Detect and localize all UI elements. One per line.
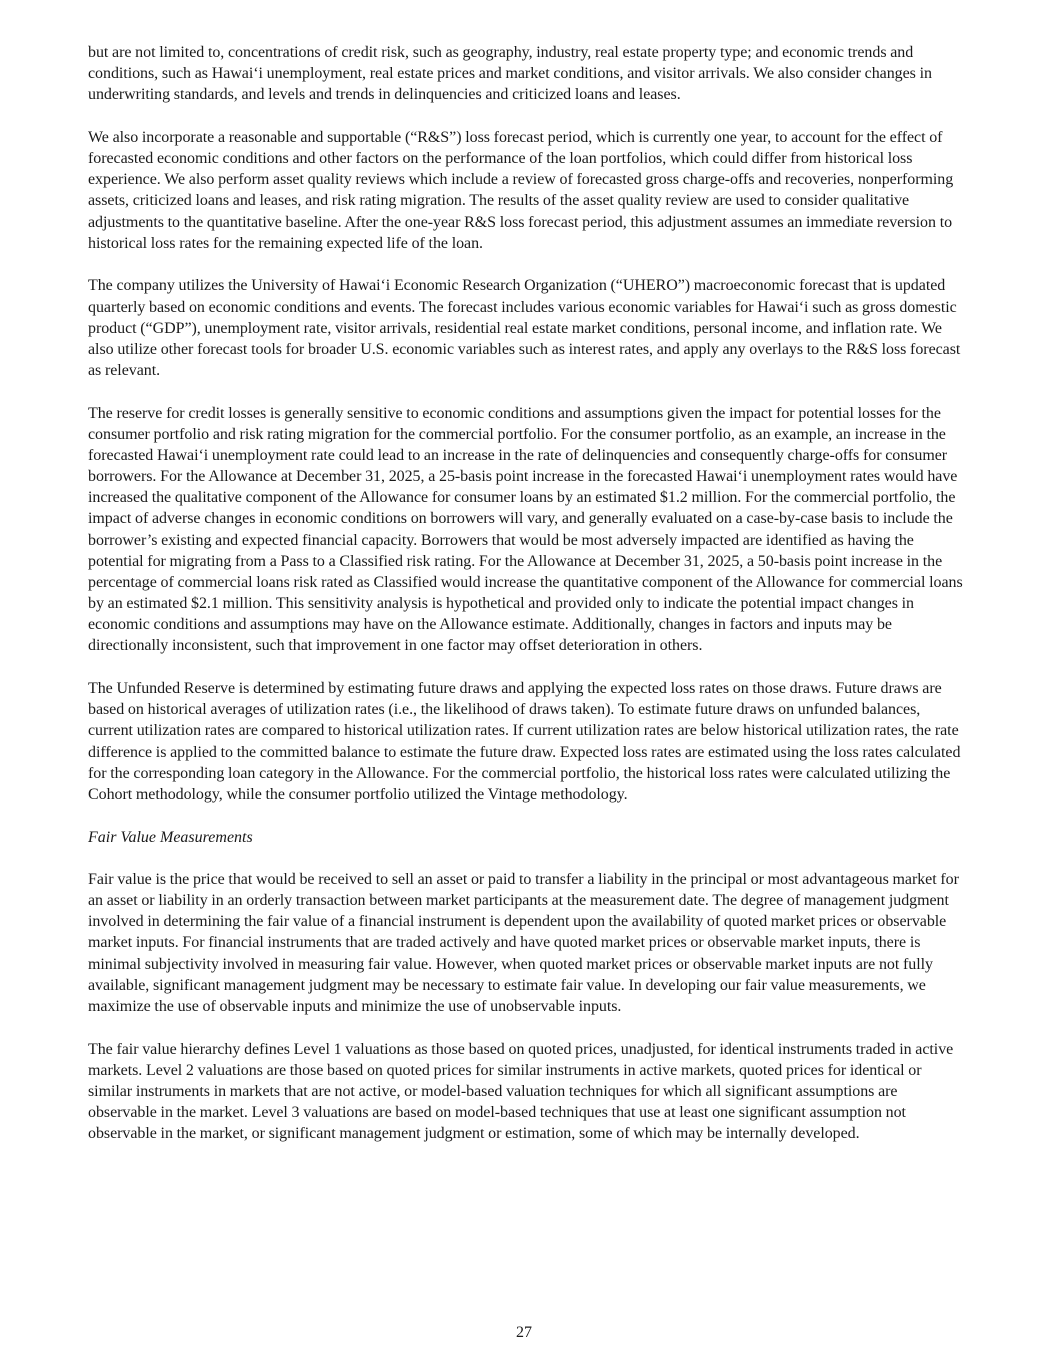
- paragraph-uhero-forecast: The company utilizes the University of Hawai‘i Economic Research Organization (“UHERO”) macroeconomic forecast that is updated quarterly based on economic conditions and events. The forecast includes various economic variables for Hawai‘i such as gross domestic product (“GDP”), unemployment rate, visitor arrivals, residential real estate market conditions, personal income, and inflation rate. We also utilize other forecast tools for broader U.S. economic variables such as interest rates, and apply any overlays to the R&S loss forecast as relevant.: [88, 277, 961, 380]
- paragraph-fair-value-definition: Fair value is the price that would be received to sell an asset or paid to transfer a liability in the principal or most advantageous market for an asset or liability in an orderly transaction between market participants at the measurement date. The degree of management judgment involved in determining the fair value of a financial instrument is dependent upon the availability of quoted market prices or observable market inputs. For financial instruments that are traded actively and have quoted market prices or observable market inputs, there is minimal subjectivity involved in measuring fair value. However, when quoted market prices or observable market inputs are not fully available, significant management judgment may be necessary to estimate fair value. In developing our fair value measurements, we maximize the use of observable inputs and minimize the use of unobservable inputs.: [88, 871, 959, 1015]
- section-heading-fair-value: Fair Value Measurements: [88, 828, 253, 846]
- page-number: 27: [516, 1324, 532, 1341]
- document-page: [88, 42, 968, 1166]
- paragraph-rs-forecast-period: We also incorporate a reasonable and supportable (“R&S”) loss forecast period, which is currently one year, to account for the effect of forecasted economic conditions and other factors on the performance of the loan portfolios, which could differ from historical loss experience. We also perform asset quality reviews which include a review of forecasted gross charge-offs and recoveries, nonperforming assets, criticized loans and leases, and risk rating migration. The results of the asset quality review are used to consider qualitative adjustments to the quantitative baseline. After the one-year R&S loss forecast period, this adjustment assumes an immediate reversion to historical loss rates for the remaining expected life of the loan.: [88, 128, 954, 252]
- paragraph-unfunded-reserve: The Unfunded Reserve is determined by estimating future draws and applying the expected loss rates on those draws. Future draws are based on historical averages of utilization rates (i.e., the likelihood of draws taken). To estimate future draws on unfunded balances, current utilization rates are compared to historical utilization rates. If current utilization rates are below historical utilization rates, the rate difference is applied to the committed balance to estimate the future draw. Expected loss rates are estimated using the loss rates calculated for the corresponding loan category in the Allowance. For the commercial portfolio, the historical loss rates were calculated utilizing the Cohort methodology, while the consumer portfolio utilized the Vintage methodology.: [88, 680, 961, 803]
- paragraph-credit-risk-factors: but are not limited to, concentrations of credit risk, such as geography, industry, real estate property type; and economic trends and conditions, such as Hawai‘i unemployment, real estate prices and market conditions, and visitor arrivals. We also consider changes in underwriting standards, and levels and trends in delinquencies and criticized loans and leases.: [88, 44, 932, 104]
- paragraph-fair-value-hierarchy: The fair value hierarchy defines Level 1 valuations as those based on quoted prices, unadjusted, for identical instruments traded in active markets. Level 2 valuations are those based on quoted prices for similar instruments in active markets, quoted prices for identical or similar instruments in markets that are not active, or model-based valuation techniques for which all significant assumptions are observable in the market. Level 3 valuations are based on model-based techniques that use at least one significant assumption not observable in the market, or significant management judgment or estimation, some of which may be internally developed.: [88, 1040, 954, 1143]
- paragraph-reserve-sensitivity: The reserve for credit losses is generally sensitive to economic conditions and assumptions given the impact for potential losses for the consumer portfolio and risk rating migration for the commercial portfolio. For the consumer portfolio, as an example, an increase in the forecasted Hawai‘i unemployment rate could lead to an increase in the rate of delinquencies and consequently charge-offs for consumer borrowers. For the Allowance at December 31, 2025, a 25-basis point increase in the forecasted Hawai‘i unemployment rates would have increased the qualitative component of the Allowance for consumer loans by an estimated $1.2 million. For the commercial portfolio, the impact of adverse changes in economic conditions on borrowers will vary, and generally evaluated on a case-by-case basis to include the borrower’s existing and expected financial capacity. Borrowers that would be most adversely impacted are identified as having the potential for migrating from a Pass to a Classified risk rating. For the Allowance at December 31, 2025, a 50-basis point increase in the percentage of commercial loans risk rated as Classified would increase the quantitative component of the Allowance for commercial loans by an estimated $2.1 million. This sensitivity analysis is hypothetical and provided only to indicate the potential impact changes in economic conditions and assumptions may have on the Allowance estimate. Additionally, changes in factors and inputs may be directionally inconsistent, such that improvement in one factor may offset deterioration in others.: [88, 404, 963, 655]
